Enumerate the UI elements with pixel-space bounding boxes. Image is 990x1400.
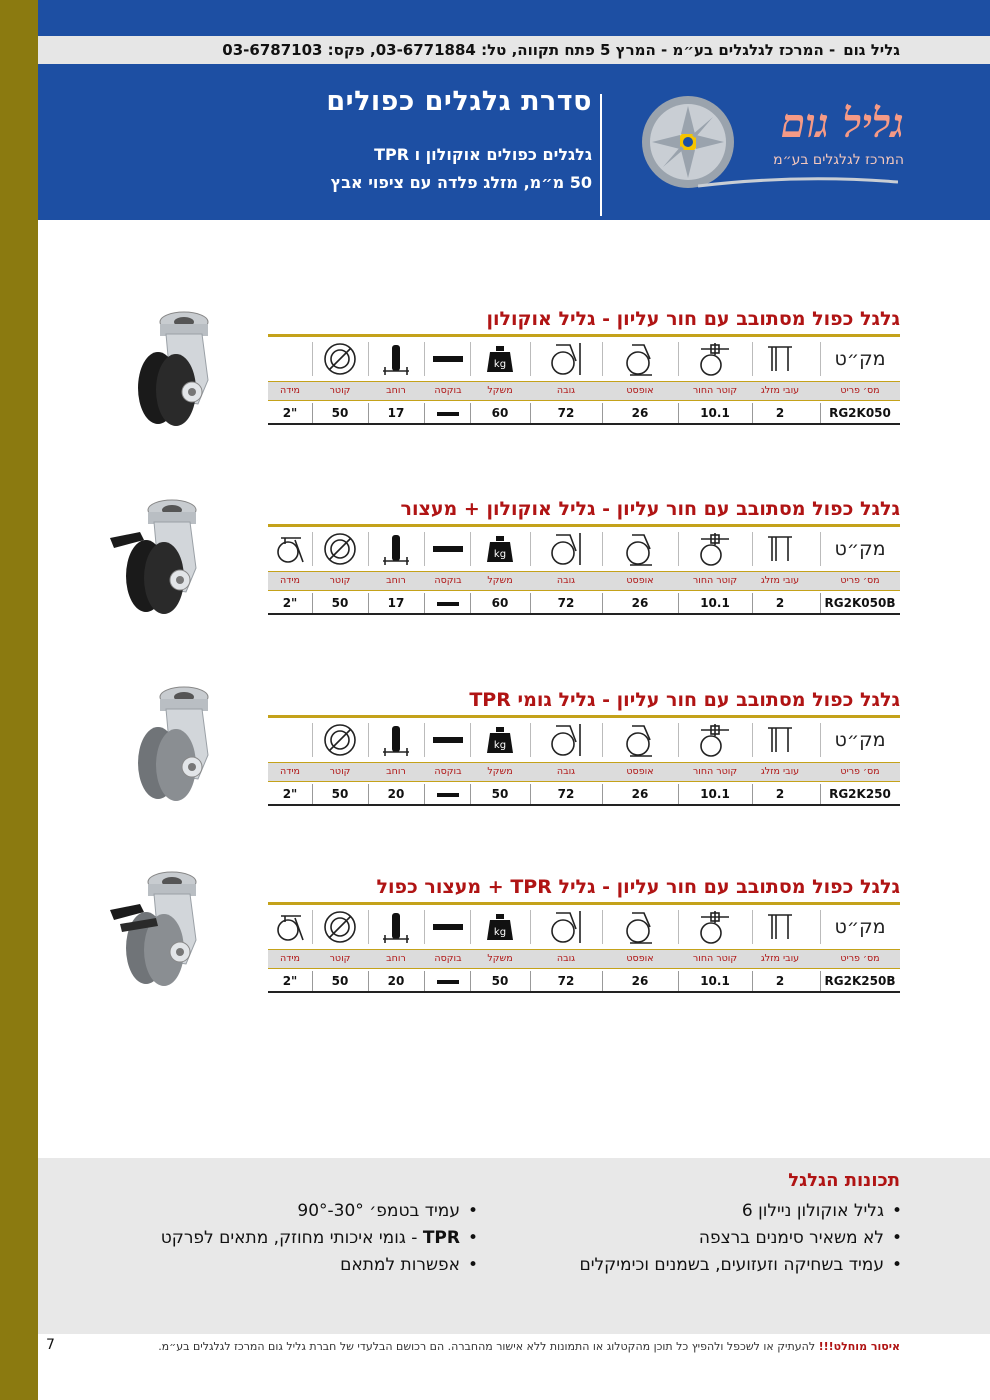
value-hole: 10.1	[700, 596, 730, 610]
spec-value-row	[268, 969, 900, 993]
height-icon	[542, 340, 590, 378]
value-separator	[312, 593, 313, 613]
fork-thickness-icon	[756, 340, 804, 378]
value-separator	[424, 784, 425, 804]
icon-separator	[368, 723, 369, 757]
company-logo	[638, 92, 908, 202]
value-size: 2"	[282, 406, 298, 420]
caster-image	[100, 870, 240, 994]
feature-tpr-bold: TPR	[422, 1228, 460, 1248]
offset-icon	[616, 908, 664, 946]
col-label-weight: משקל	[487, 953, 513, 964]
value-fork: 2	[775, 406, 785, 420]
fork-thickness-icon	[756, 721, 804, 759]
icon-separator	[752, 342, 753, 376]
spec-table	[268, 902, 900, 994]
icon-separator	[470, 342, 471, 376]
diameter-icon	[316, 908, 364, 946]
icon-separator	[678, 532, 679, 566]
value-offset: 26	[631, 596, 649, 610]
value-separator	[602, 403, 603, 423]
col-label-offset: אופסט	[626, 575, 654, 586]
col-label-part-no: מס׳ פריט	[840, 575, 880, 586]
col-label-width: רוחב	[386, 953, 406, 964]
value-separator	[312, 784, 313, 804]
bushing-icon	[424, 908, 472, 946]
olive-side-bar	[0, 0, 38, 1400]
value-size: 2"	[282, 596, 298, 610]
icon-separator	[368, 910, 369, 944]
product-title: גלגל כפול מסתובב עם חור עליון - גליל אוקולון + מעצור	[400, 498, 900, 520]
value-separator	[368, 971, 369, 991]
svg-text:kg: kg	[493, 359, 507, 370]
features-left-list	[161, 1198, 478, 1279]
value-separator	[312, 403, 313, 423]
spec-label-row	[268, 381, 900, 401]
col-label-width: רוחב	[386, 575, 406, 586]
width-icon	[372, 908, 420, 946]
header-contact: - המרכז לגלגלים בע״מ - המרץ 5 פתח תקווה, טל: 03-6771884, פקס: 03-6787103	[222, 41, 836, 59]
brake-icon	[266, 530, 314, 568]
caster-image	[112, 310, 252, 434]
value-separator	[752, 784, 753, 804]
value-separator	[470, 971, 471, 991]
spec-icon-row	[268, 721, 900, 759]
feature-item	[161, 1225, 478, 1252]
value-separator	[368, 593, 369, 613]
icon-separator	[530, 910, 531, 944]
offset-icon	[616, 530, 664, 568]
bushing-icon	[424, 530, 472, 568]
icon-separator	[678, 342, 679, 376]
icon-separator	[424, 342, 425, 376]
bushing-value-dash	[437, 602, 459, 606]
col-label-part-no: מס׳ פריט	[840, 766, 880, 777]
maket-label: מק״ט	[834, 916, 886, 938]
page-number: 7	[46, 1337, 55, 1353]
maket-label: מק״ט	[834, 348, 886, 370]
value-width: 17	[387, 596, 405, 610]
icon-separator	[752, 532, 753, 566]
value-separator	[820, 784, 821, 804]
icon-separator	[312, 342, 313, 376]
value-diameter: 50	[331, 596, 349, 610]
weight-kg-icon	[476, 721, 524, 759]
spec-value-row	[268, 591, 900, 615]
col-label-height: גובה	[556, 953, 576, 964]
value-fork: 2	[775, 596, 785, 610]
col-label-hole-diameter: קוטר החור	[692, 385, 738, 396]
icon-separator	[530, 342, 531, 376]
bushing-value-dash	[437, 412, 459, 416]
col-label-fork-thickness: עובי מזלג	[760, 385, 800, 396]
value-part-no: RG2K250	[829, 787, 891, 801]
spec-icon-row	[268, 340, 900, 378]
value-height: 72	[557, 974, 575, 988]
value-separator	[602, 784, 603, 804]
value-diameter: 50	[331, 406, 349, 420]
value-height: 72	[557, 596, 575, 610]
icon-separator	[470, 723, 471, 757]
value-separator	[752, 403, 753, 423]
col-label-part-no: מס׳ פריט	[840, 385, 880, 396]
value-separator	[820, 971, 821, 991]
hero-line-1: גלגלים כפולים אוקולון ו TPR	[374, 145, 592, 164]
spec-label-row	[268, 949, 900, 969]
features-right-list	[579, 1198, 902, 1279]
icon-separator	[312, 723, 313, 757]
col-label-size: מידה	[280, 953, 300, 964]
hole-diameter-icon	[691, 340, 739, 378]
value-separator	[424, 403, 425, 423]
value-separator	[752, 593, 753, 613]
value-separator	[530, 593, 531, 613]
feature-item: • עמיד בשחיקה וזעזועים, בשמנים וכימיקלים	[579, 1252, 902, 1279]
diameter-icon	[316, 340, 364, 378]
value-separator	[470, 784, 471, 804]
features-panel	[38, 1158, 990, 1334]
value-separator	[602, 593, 603, 613]
col-label-hole-diameter: קוטר החור	[692, 575, 738, 586]
spec-icon-row	[268, 908, 900, 946]
value-separator	[752, 971, 753, 991]
svg-text:kg: kg	[493, 549, 507, 560]
value-separator	[678, 784, 679, 804]
spec-value-row	[268, 782, 900, 806]
col-label-width: רוחב	[386, 385, 406, 396]
features-title: תכונות הגלגל	[788, 1170, 900, 1191]
col-label-diameter: קוטר	[329, 385, 351, 396]
col-label-width: רוחב	[386, 766, 406, 777]
feature-item: • לא משאיר סימנים ברצפה	[579, 1225, 902, 1252]
top-blue-band	[38, 0, 990, 36]
maket-label: מק״ט	[834, 538, 886, 560]
weight-kg-icon	[476, 530, 524, 568]
value-offset: 26	[631, 787, 649, 801]
col-label-weight: משקל	[487, 385, 513, 396]
col-label-size: מידה	[280, 766, 300, 777]
value-offset: 26	[631, 974, 649, 988]
icon-separator	[678, 723, 679, 757]
col-label-bushing: בוקסה	[434, 575, 462, 586]
logo-brand-sub: המרכז לגלגלים בע״מ	[773, 152, 904, 168]
icon-separator	[602, 723, 603, 757]
icon-separator	[820, 532, 821, 566]
spec-top-rule	[268, 334, 900, 337]
spec-value-row	[268, 401, 900, 425]
footer-warning: איסור מוחלט!!!	[818, 1340, 900, 1353]
icon-separator	[530, 723, 531, 757]
col-label-diameter: קוטר	[329, 766, 351, 777]
value-part-no: RG2K250B	[824, 974, 896, 988]
icon-separator	[820, 342, 821, 376]
value-hole: 10.1	[700, 406, 730, 420]
icon-separator	[752, 910, 753, 944]
header-brand: גליל גום	[843, 41, 900, 59]
feature-tpr-text: - גומי איכותי מחוזק, מתאים לפרקט	[160, 1228, 423, 1248]
hero-line-2: 50 מ״מ, מזלג פלדה עם ציפוי אבץ	[330, 173, 592, 192]
col-label-offset: אופסט	[626, 953, 654, 964]
value-separator	[678, 403, 679, 423]
col-label-weight: משקל	[487, 766, 513, 777]
value-separator	[678, 971, 679, 991]
spec-label-row	[268, 571, 900, 591]
value-separator	[424, 593, 425, 613]
value-hole: 10.1	[700, 787, 730, 801]
col-label-fork-thickness: עובי מזלג	[760, 766, 800, 777]
fork-thickness-icon	[756, 908, 804, 946]
maket-label: מק״ט	[834, 729, 886, 751]
value-weight: 50	[491, 974, 509, 988]
svg-text:kg: kg	[493, 927, 507, 938]
hole-diameter-icon	[691, 530, 739, 568]
value-part-no: RG2K050	[829, 406, 891, 420]
bushing-value-dash	[437, 980, 459, 984]
hero-title: סדרת גלגלים כפולים	[326, 86, 592, 117]
svg-text:kg: kg	[493, 740, 507, 751]
width-icon	[372, 340, 420, 378]
value-separator	[602, 971, 603, 991]
diameter-icon	[316, 530, 364, 568]
contact-strip	[38, 36, 990, 64]
spec-table	[268, 715, 900, 807]
value-separator	[424, 971, 425, 991]
value-diameter: 50	[331, 787, 349, 801]
col-label-diameter: קוטר	[329, 575, 351, 586]
height-icon	[542, 530, 590, 568]
bushing-value-dash	[437, 793, 459, 797]
col-label-diameter: קוטר	[329, 953, 351, 964]
value-width: 17	[387, 406, 405, 420]
product-title: גלגל כפול מסתובב עם חור עליון - גליל TPR + מעצור כפול	[376, 876, 900, 898]
icon-separator	[820, 910, 821, 944]
icon-separator	[752, 723, 753, 757]
col-label-size: מידה	[280, 385, 300, 396]
spec-top-rule	[268, 902, 900, 905]
value-weight: 50	[491, 787, 509, 801]
icon-separator	[312, 532, 313, 566]
col-label-part-no: מס׳ פריט	[840, 953, 880, 964]
caster-image	[100, 498, 240, 622]
weight-kg-icon	[476, 340, 524, 378]
footer-text: להעתיק או לשכפל ולהפיץ כל תוכן מהקטלוג או התמונות ללא אישור מהחברה. הם רכושם הבלעדי של חברת גליל גום המרכז לגלגלים בע״מ.	[158, 1340, 819, 1353]
value-separator	[820, 593, 821, 613]
value-size: 2"	[282, 787, 298, 801]
value-separator	[678, 593, 679, 613]
width-icon	[372, 530, 420, 568]
fork-thickness-icon	[756, 530, 804, 568]
offset-icon	[616, 721, 664, 759]
icon-separator	[530, 532, 531, 566]
value-hole: 10.1	[700, 974, 730, 988]
value-width: 20	[387, 787, 405, 801]
value-fork: 2	[775, 787, 785, 801]
value-separator	[530, 784, 531, 804]
product-title: גלגל כפול מסתובב עם חור עליון - גליל גומי TPR	[469, 689, 900, 711]
icon-separator	[602, 910, 603, 944]
col-label-bushing: בוקסה	[434, 953, 462, 964]
icon-separator	[470, 910, 471, 944]
hero-banner	[38, 64, 990, 220]
spec-icon-row	[268, 530, 900, 568]
icon-separator	[820, 723, 821, 757]
product-title: גלגל כפול מסתובב עם חור עליון - גליל אוקולון	[486, 308, 900, 330]
col-label-offset: אופסט	[626, 385, 654, 396]
col-label-fork-thickness: עובי מזלג	[760, 575, 800, 586]
value-weight: 60	[491, 406, 509, 420]
col-label-hole-diameter: קוטר החור	[692, 766, 738, 777]
caster-image	[112, 685, 252, 809]
feature-item: • עמיד בטמפ׳ 30°-90°	[161, 1198, 478, 1225]
col-label-fork-thickness: עובי מזלג	[760, 953, 800, 964]
feature-item: • גליל אוקולון ניילון 6	[579, 1198, 902, 1225]
feature-item: • אפשרות למתאם	[161, 1252, 478, 1279]
col-label-height: גובה	[556, 766, 576, 777]
icon-separator	[602, 342, 603, 376]
col-label-offset: אופסט	[626, 766, 654, 777]
value-separator	[470, 403, 471, 423]
value-separator	[368, 403, 369, 423]
bushing-icon	[424, 340, 472, 378]
icon-separator	[424, 910, 425, 944]
bushing-icon	[424, 721, 472, 759]
value-part-no: RG2K050B	[824, 596, 896, 610]
height-icon	[542, 908, 590, 946]
value-separator	[530, 403, 531, 423]
col-label-bushing: בוקסה	[434, 766, 462, 777]
value-separator	[820, 403, 821, 423]
value-height: 72	[557, 406, 575, 420]
footer-copyright	[158, 1340, 900, 1353]
height-icon	[542, 721, 590, 759]
value-weight: 60	[491, 596, 509, 610]
spec-table	[268, 524, 900, 616]
hole-diameter-icon	[691, 721, 739, 759]
icon-separator	[678, 910, 679, 944]
value-width: 20	[387, 974, 405, 988]
logo-brand-name: גליל גום	[780, 100, 904, 147]
spec-label-row	[268, 762, 900, 782]
col-label-weight: משקל	[487, 575, 513, 586]
icon-separator	[470, 532, 471, 566]
icon-separator	[312, 910, 313, 944]
col-label-size: מידה	[280, 575, 300, 586]
icon-separator	[424, 532, 425, 566]
hero-text	[326, 86, 592, 197]
value-diameter: 50	[331, 974, 349, 988]
spec-top-rule	[268, 715, 900, 718]
col-label-height: גובה	[556, 385, 576, 396]
icon-separator	[424, 723, 425, 757]
value-separator	[470, 593, 471, 613]
icon-separator	[368, 532, 369, 566]
value-height: 72	[557, 787, 575, 801]
spec-top-rule	[268, 524, 900, 527]
icon-separator	[368, 342, 369, 376]
weight-kg-icon	[476, 908, 524, 946]
col-label-hole-diameter: קוטר החור	[692, 953, 738, 964]
value-separator	[368, 784, 369, 804]
value-offset: 26	[631, 406, 649, 420]
value-separator	[530, 971, 531, 991]
diameter-icon	[316, 721, 364, 759]
logo-swoosh	[698, 172, 898, 192]
col-label-height: גובה	[556, 575, 576, 586]
value-separator	[312, 971, 313, 991]
value-fork: 2	[775, 974, 785, 988]
spec-table	[268, 334, 900, 426]
brake-icon	[266, 908, 314, 946]
hole-diameter-icon	[691, 908, 739, 946]
width-icon	[372, 721, 420, 759]
col-label-bushing: בוקסה	[434, 385, 462, 396]
hero-divider	[600, 94, 602, 216]
offset-icon	[616, 340, 664, 378]
value-size: 2"	[282, 974, 298, 988]
icon-separator	[602, 532, 603, 566]
